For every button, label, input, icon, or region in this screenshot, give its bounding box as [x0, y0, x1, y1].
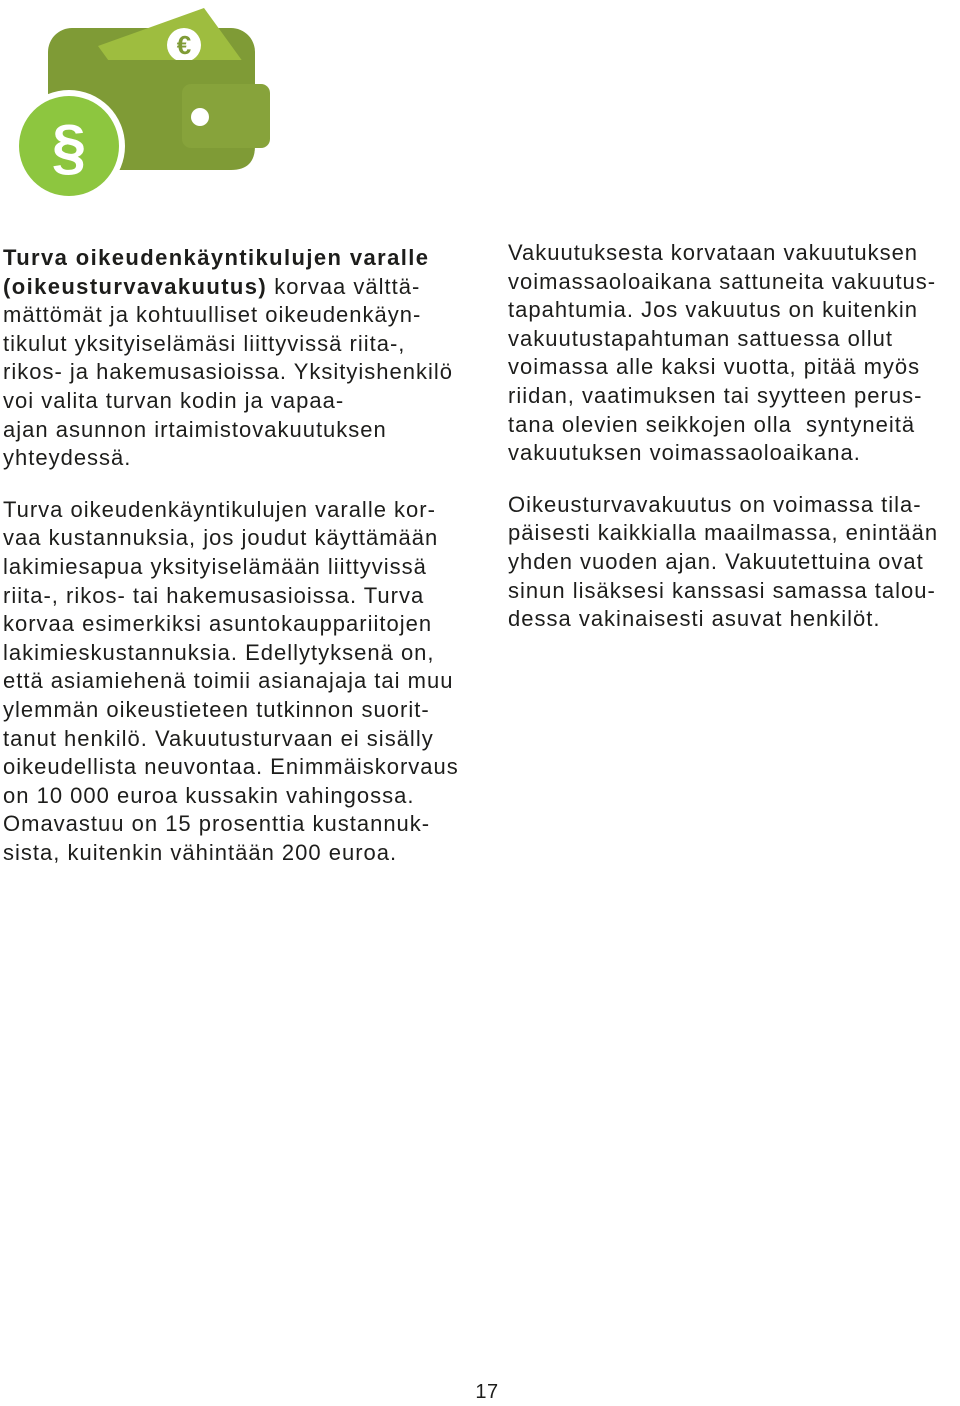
- text-line: sinun lisäksesi kanssasi samassa talou-: [508, 577, 936, 603]
- page-number: 17: [475, 1381, 499, 1403]
- text-line: Oikeusturvavakuutus on voimassa tila-: [508, 491, 922, 517]
- right-column: [508, 239, 958, 657]
- text-line: sista, kuitenkin vähintään 200 euroa.: [3, 839, 398, 865]
- wallet-icon: [0, 0, 280, 205]
- left-column: [3, 244, 493, 890]
- intro-paragraph: [3, 244, 493, 473]
- text-line: vakuutustapahtuman sattuessa ollut: [508, 325, 894, 351]
- text-line: rikos- ja hakemusasioissa. Yksityishenkilö: [3, 359, 453, 385]
- text-fragment: korvaa välttä-: [267, 273, 421, 299]
- text-line: että asiamiehenä toimii asianajaja tai muu: [3, 668, 454, 694]
- text-line: Vakuutuksesta korvataan vakuutuksen: [508, 240, 919, 265]
- text-line: tanut henkilö. Vakuutusturvaan ei sisälly: [3, 725, 434, 751]
- clasp-button: [191, 108, 209, 126]
- euro-icon: €: [176, 30, 192, 60]
- text-line: vakuutuksen voimassaoloaikana.: [508, 440, 861, 466]
- scope-paragraph: [508, 491, 958, 634]
- validity-paragraph: [508, 239, 958, 468]
- text-line: oikeudellista neuvontaa. Enimmäiskorvaus: [3, 754, 459, 780]
- text-line: on 10 000 euroa kussakin vahingossa.: [3, 782, 415, 808]
- text-line: lakimieskustannuksia. Edellytyksenä on,: [3, 639, 435, 665]
- text-line: ajan asunnon irtaimistovakuutuksen: [3, 416, 387, 442]
- text-line: yhteydessä.: [3, 445, 132, 471]
- text-line: Omavastuu on 15 prosenttia kustannuk-: [3, 811, 431, 837]
- text-line: mättömät ja kohtuulliset oikeudenkäyn-: [3, 302, 422, 328]
- bold-heading-line: Turva oikeudenkäyntikulujen varalle: [3, 245, 430, 270]
- text-line: tikulut yksityiselämäsi liittyvissä riita-,: [3, 330, 406, 356]
- text-line: yhden vuoden ajan. Vakuutettuina ovat: [508, 548, 924, 574]
- text-line: riidan, vaatimuksen tai syytteen perus-: [508, 382, 923, 408]
- text-line: voimassaoloaikana sattuneita vakuutus-: [508, 268, 937, 294]
- coverage-paragraph: [3, 496, 493, 868]
- text-line: päisesti kaikkialla maailmassa, enintään: [508, 520, 939, 546]
- text-line: tapahtumia. Jos vakuutus on kuitenkin: [508, 297, 919, 323]
- text-line: ylemmän oikeustieteen tutkinnon suorit-: [3, 696, 430, 722]
- text-line: tana olevien seikkojen olla syntyneitä: [508, 411, 916, 437]
- text-line: voi valita turvan kodin ja vapaa-: [3, 387, 345, 413]
- text-line: korvaa esimerkiksi asuntokauppariitojen: [3, 611, 433, 637]
- text-line: voimassa alle kaksi vuotta, pitää myös: [508, 354, 921, 380]
- text-line: vaa kustannuksia, jos joudut käyttämään: [3, 525, 439, 551]
- text-line: riita-, rikos- tai hakemusasioissa. Turva: [3, 582, 425, 608]
- bold-term: (oikeusturvavakuutus): [3, 273, 268, 299]
- text-line: [3, 273, 493, 302]
- section-sign-icon: §: [51, 113, 87, 182]
- text-line: Turva oikeudenkäyntikulujen varalle kor-: [3, 496, 436, 522]
- text-line: lakimiesapua yksityiselämään liittyvissä: [3, 553, 427, 579]
- text-line: dessa vakinaisesti asuvat henkilöt.: [508, 606, 881, 632]
